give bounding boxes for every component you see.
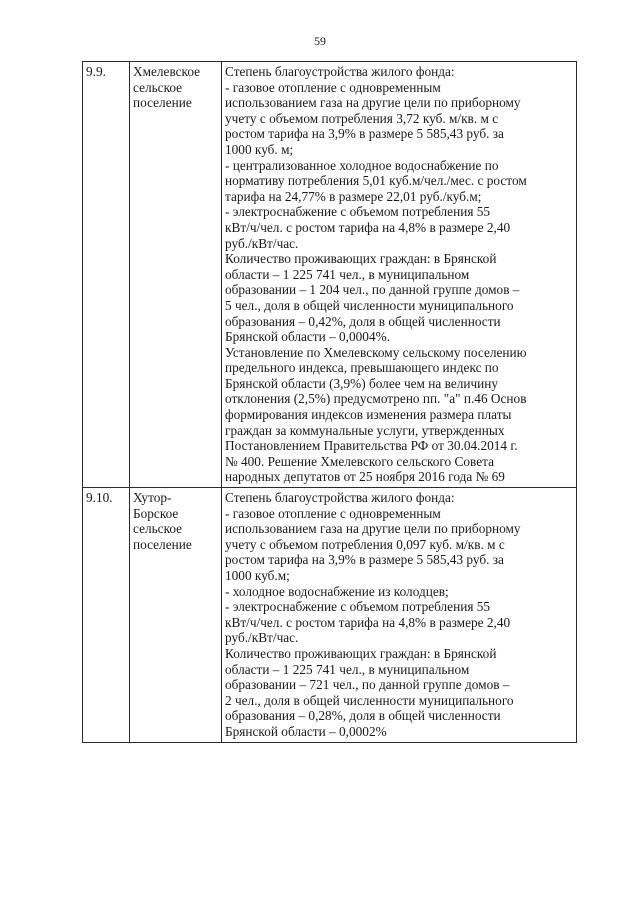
text-line: - электроснабжение с объемом потребления 55	[225, 204, 491, 220]
text-line: - холодное водоснабжение из колодцев;	[225, 583, 449, 599]
text-line: Брянской области (3,9%) более чем на величину	[225, 375, 499, 391]
text-line: Количество проживающих граждан: в Брянской	[225, 251, 497, 267]
text-line: нормативу потребления 5,01 куб.м/чел./мес. с ростом	[225, 173, 527, 189]
text-line: образовании – 721 чел., по данной группе домов –	[225, 677, 510, 693]
text-line: использованием газа на другие цели по приборному	[225, 521, 521, 537]
text-line: учету с объемом потребления 3,72 куб. м/кв. м с	[225, 110, 499, 126]
text-line: Хмелевское	[133, 64, 201, 79]
text-line: области – 1 225 741 чел., в муниципальном	[225, 661, 470, 677]
tariff-table	[82, 61, 577, 743]
text-line: Хутор-	[133, 490, 172, 506]
text-line: поселение	[133, 536, 192, 552]
text-line: ростом тарифа на 3,9% в размере 5 585,43 руб. за	[225, 552, 504, 568]
table-row	[83, 62, 577, 488]
row-description	[222, 488, 577, 743]
text-line: ростом тарифа на 3,9% в размере 5 585,43 руб. за	[225, 126, 504, 142]
text-line: 1000 куб.м;	[225, 568, 290, 583]
text-line: образования – 0,28%, доля в общей численности	[225, 708, 501, 724]
text-line: 5 чел., доля в общей численности муниципального	[225, 297, 514, 313]
text-line: кВт/ч/чел. с ростом тарифа на 4,8% в размере 2,40	[225, 219, 511, 235]
text-line: Брянской области – 0,0002%	[225, 723, 387, 739]
page-number: 59	[314, 34, 326, 48]
text-line: кВт/ч/чел. с ростом тарифа на 4,8% в размере 2,40	[225, 614, 511, 630]
text-line: руб./кВт/час.	[225, 630, 299, 646]
settlement-name	[130, 488, 222, 743]
row-number: 9.9.	[83, 62, 130, 488]
text-line: граждан за коммунальные услуги, утвержденных	[225, 422, 505, 438]
table-row	[83, 488, 577, 743]
text-line: учету с объемом потребления 0,097 куб. м/кв. м с	[225, 536, 505, 552]
settlement-name	[130, 62, 222, 488]
text-line: сельское	[133, 79, 183, 95]
text-line: тарифа на 24,77% в размере 22,01 руб./куб.м;	[225, 188, 482, 204]
text-line: использованием газа на другие цели по приборному	[225, 95, 521, 111]
text-line: 2 чел., доля в общей численности муниципального	[225, 692, 514, 708]
text-line: народных депутатов от 25 ноября 2016 года № 69	[225, 469, 505, 485]
text-line: - электроснабжение с объемом потребления 55	[225, 599, 491, 615]
text-line: сельское	[133, 521, 183, 537]
text-line: - газовое отопление с одновременным	[225, 79, 441, 95]
text-line: Установление по Хмелевскому сельскому поселению	[225, 344, 527, 360]
text-line: поселение	[133, 95, 192, 111]
text-line: Степень благоустройства жилого фонда:	[225, 490, 455, 506]
text-line: Борское	[133, 505, 179, 521]
text-line: предельного индекса, превышающего индекс по	[225, 360, 499, 376]
text-line: Степень благоустройства жилого фонда:	[225, 64, 455, 79]
text-line: области – 1 225 741 чел., в муниципальном	[225, 266, 470, 282]
text-line: Количество проживающих граждан: в Брянской	[225, 645, 497, 661]
text-line: отклонения (2,5%) предусмотрено пп. "а" п.46 Основ	[225, 391, 527, 407]
text-line: Постановлением Правительства РФ от 30.04.2014 г.	[225, 438, 518, 454]
text-line: № 400. Решение Хмелевского сельского Совета	[225, 453, 495, 469]
row-number: 9.10.	[83, 488, 130, 743]
row-description	[222, 62, 577, 488]
text-line: образования – 0,42%, доля в общей численности	[225, 313, 501, 329]
text-line: - газовое отопление с одновременным	[225, 505, 441, 521]
text-line: формирования индексов изменения размера платы	[225, 407, 512, 423]
text-line: 1000 куб. м;	[225, 141, 294, 157]
text-line: - централизованное холодное водоснабжение по	[225, 157, 499, 173]
text-line: образовании – 1 204 чел., по данной группе домов –	[225, 282, 520, 298]
text-line: Брянской области – 0,0004%.	[225, 329, 391, 345]
text-line: руб./кВт/час.	[225, 235, 299, 251]
